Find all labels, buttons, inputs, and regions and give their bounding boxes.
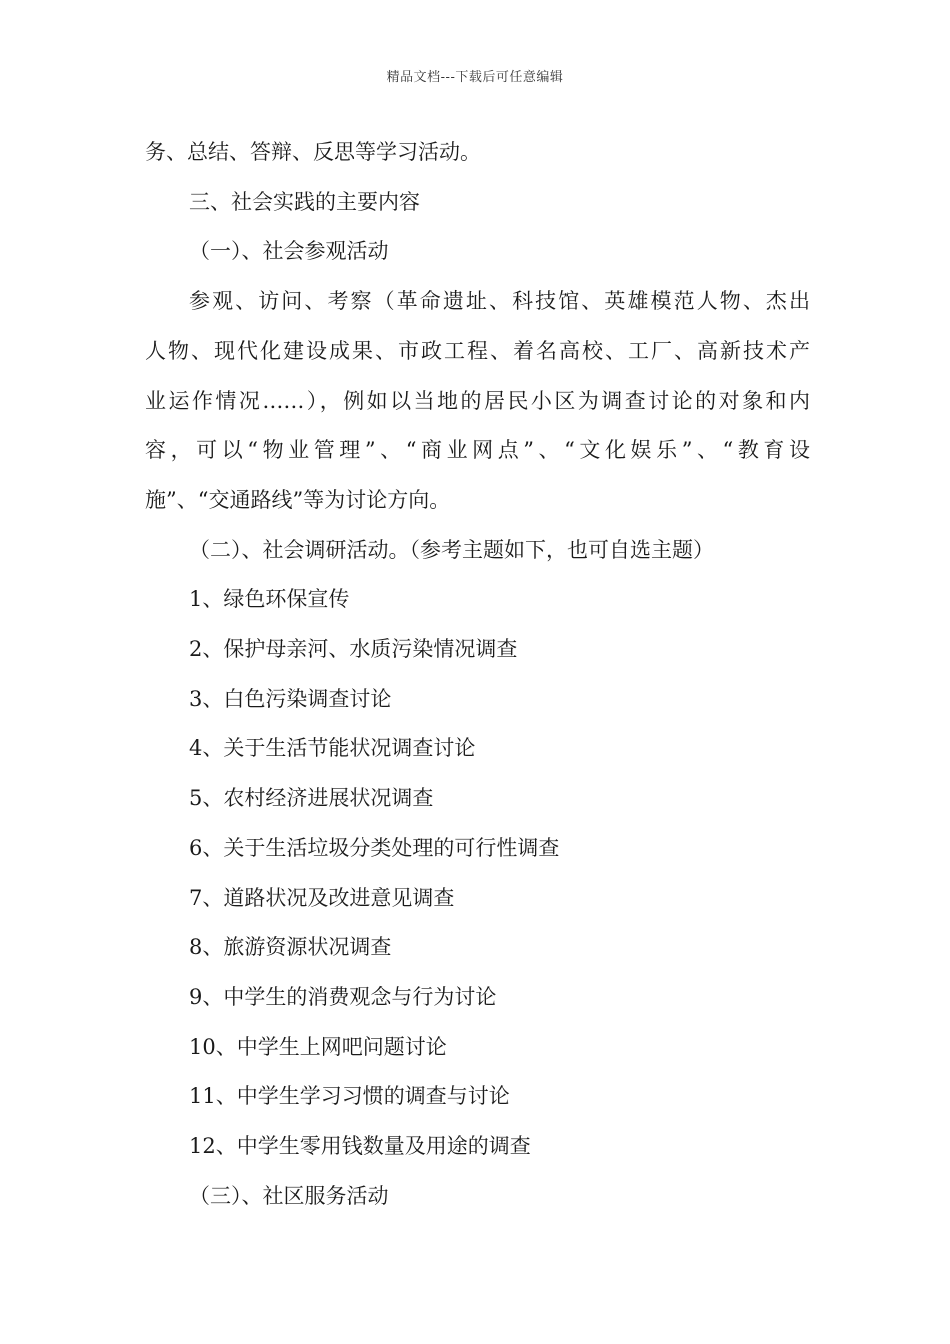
list-item: 12、中学生零用钱数量及用途的调查 bbox=[189, 1134, 531, 1159]
section-heading: 三、社会实践的主要内容 bbox=[189, 189, 420, 214]
list-item: 9、中学生的消费观念与行为讨论 bbox=[189, 984, 497, 1009]
list-item: 5、农村经济进展状况调查 bbox=[189, 786, 434, 811]
paragraph-line: 人物、现代化建设成果、市政工程、着名高校、工厂、高新技术产 bbox=[145, 338, 810, 363]
paragraph-line: 业运作情况……），例如以当地的居民小区为调查讨论的对象和内 bbox=[145, 388, 810, 413]
list-item: 6、关于生活垃圾分类处理的可行性调查 bbox=[189, 835, 560, 860]
subsection-heading: （三）、社区服务活动 bbox=[189, 1183, 389, 1208]
list-item: 2、保护母亲河、水质污染情况调查 bbox=[189, 637, 518, 662]
page-header: 精品文档---下载后可任意编辑 bbox=[386, 70, 564, 85]
list-item: 4、关于生活节能状况调查讨论 bbox=[189, 736, 476, 761]
document-body bbox=[145, 128, 810, 1221]
list-item: 11、中学生学习习惯的调查与讨论 bbox=[189, 1084, 510, 1109]
list-item: 3、白色污染调查讨论 bbox=[189, 686, 392, 711]
list-item: 10、中学生上网吧问题讨论 bbox=[189, 1034, 447, 1059]
list-item: 7、道路状况及改进意见调查 bbox=[189, 885, 455, 910]
paragraph-line: 施”、“交通路线”等为讨论方向。 bbox=[145, 487, 451, 512]
paragraph-line: 参观、访问、考察（革命遗址、科技馆、英雄模范人物、杰出 bbox=[189, 289, 810, 314]
subsection-heading: （一）、社会参观活动 bbox=[189, 239, 389, 264]
paragraph-line: 务、总结、答辩、反思等学习活动。 bbox=[145, 140, 481, 164]
paragraph-line: 容，可以“物业管理”、“商业网点”、“文化娱乐”、“教育设 bbox=[145, 438, 810, 463]
subsection-heading: （二）、社会调研活动。（参考主题如下，也可自选主题） bbox=[189, 537, 714, 562]
list-item: 8、旅游资源状况调查 bbox=[189, 935, 392, 960]
list-item: 1、绿色环保宣传 bbox=[189, 587, 350, 612]
